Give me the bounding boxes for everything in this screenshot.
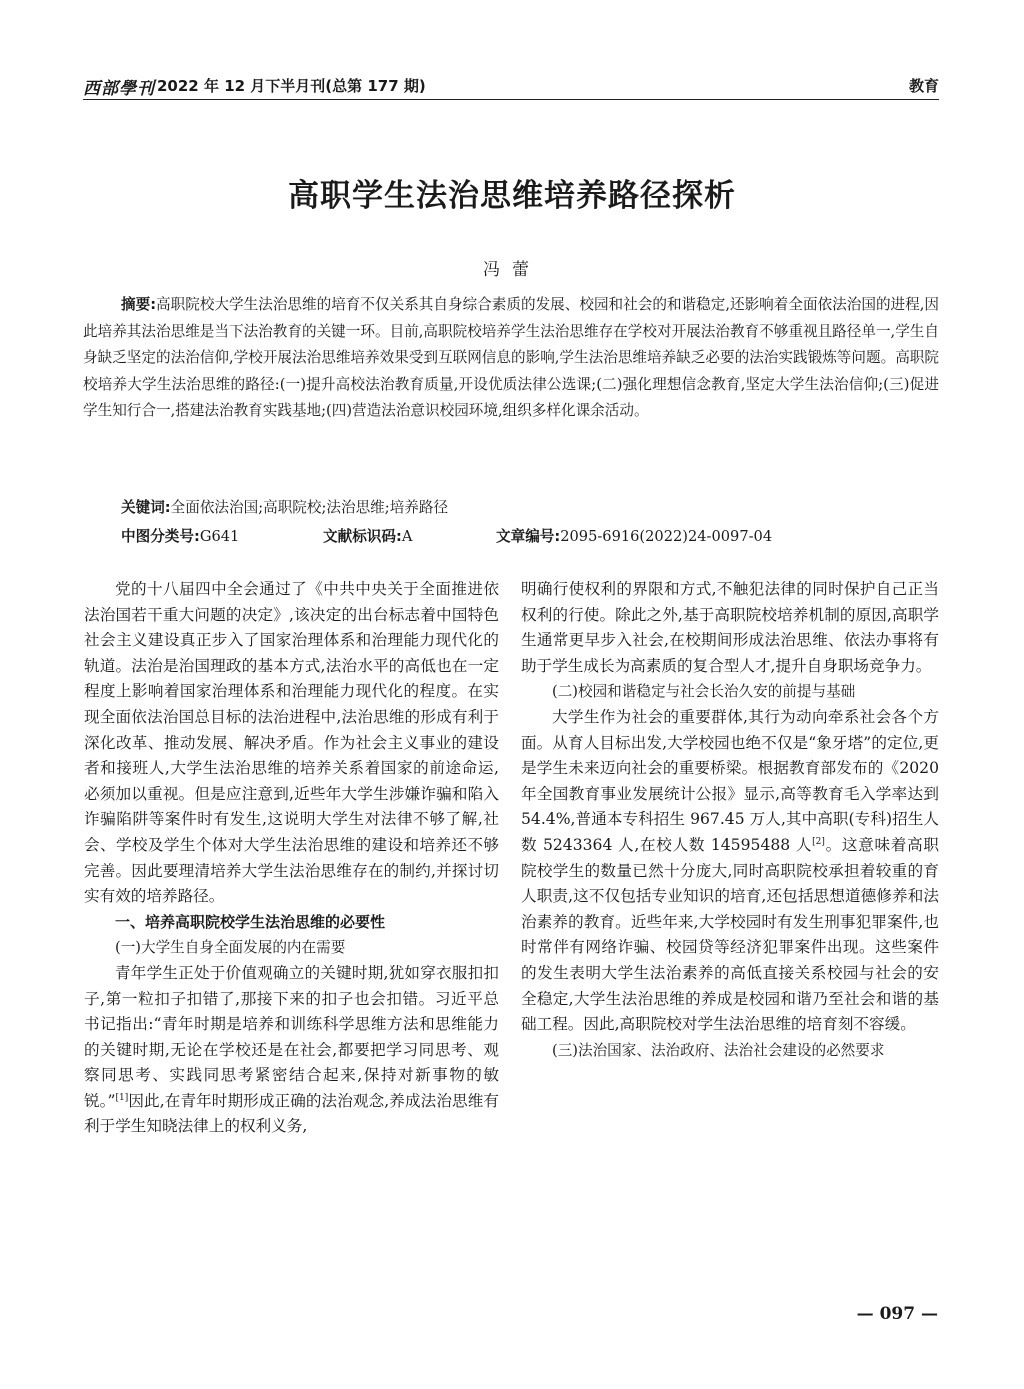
keywords xyxy=(121,495,448,521)
keywords-label: 关键词: xyxy=(121,499,171,516)
journal-name: 西部學刊 xyxy=(83,79,155,99)
running-header xyxy=(83,72,939,98)
subsection-heading: (一)大学生自身全面发展的内在需要 xyxy=(115,939,346,957)
article-author: 冯蕾 xyxy=(483,260,541,280)
citation-ref: [2] xyxy=(812,836,825,847)
page-number: — 097 — xyxy=(856,1304,938,1324)
abstract xyxy=(83,292,939,425)
subsection-heading: (二)校园和谐稳定与社会长治久安的前提与基础 xyxy=(552,683,856,701)
section-label: 教育 xyxy=(908,77,939,95)
body-column-right xyxy=(521,577,939,1063)
citation-ref: [1] xyxy=(115,1092,129,1103)
paragraph-text: 。这意味着高职院校学生的数量已然十分庞大,同时高职院校承担着较重的育人职责,这不仅包括专业知识的培育,还包括思想道德修养和法治素养的教育。近些年来,大学校园时有发生刑事犯罪案件,也时常伴有网络诈骗、校园贷等经济犯罪案件出现。这些案件的发生表明大学生法治素养的高低直接关系校园与社会的安全稳定,大学生法治思维的养成是校园和谐乃至社会和谐的基础工程。因此,高职院校对学生法治思维的培育刻不容缓。 xyxy=(521,835,939,1034)
abstract-text: 高职院校大学生法治思维的培育不仅关系其自身综合素质的发展、校园和社会的和谐稳定,还影响着全面依法治国的进程,因此培养其法治思维是当下法治教育的关键一环。目前,高职院校培养学生法治思维存在学校对开展法治教育不够重视且路径单一,学生自身缺乏坚定的法治信仰,学校开展法治思维培养效果受到互联网信息的影响,学生法治思维培养缺乏必要的法治实践锻炼等问题。高职院校培养大学生法治思维的路径:(一)提升高校法治教育质量,开设优质法律公选课;(二)强化理想信念教育,坚定大学生法治信仰;(三)促进学生知行合一,搭建法治教育实践基地;(四)营造法治意识校园环境,组织多样化课余活动。 xyxy=(83,296,939,419)
paragraph-text: 青年学生正处于价值观确立的关键时期,犹如穿衣服扣扣子,第一粒扣子扣错了,那接下来的扣子也会扣错。习近平总书记指出:“青年时期是培养和训练科学思维方法和思维能力的关键时期,无论在学校还是在社会,都要把学习同思考、观察同思考、实践同思考紧密结合起来,保持对新事物的敏锐。” xyxy=(84,963,499,1110)
document-code xyxy=(323,524,412,550)
clc-value: G641 xyxy=(199,528,240,545)
clc-label: 中图分类号: xyxy=(121,528,200,545)
subsection-heading: (三)法治国家、法治政府、法治社会建设的必然要求 xyxy=(552,1041,885,1059)
paragraph xyxy=(521,705,939,1038)
paragraph-text: 大学生作为社会的重要群体,其行为动向牵系社会各个方面。从育人目标出发,大学校园也绝不仅是“象牙塔”的定位,更是学生未来迈向社会的重要桥梁。根据教育部发布的《2020 年全国教育事业发展统计公报》显示,高等教育毛入学率达到 54.4%,普通本专科招生 967.45 万人,其中高职(专科)招生人数 5243364 人,在校人数 14595488 人 xyxy=(521,707,939,854)
article-no-label: 文章编号: xyxy=(496,528,561,545)
doc-code-label: 文献标识码: xyxy=(323,528,402,545)
article-no-value: 2095-6916(2022)24-0097-04 xyxy=(560,528,773,545)
body-column-left xyxy=(84,577,499,1140)
section-heading: 一、培养高职院校学生法治思维的必要性 xyxy=(115,912,386,931)
abstract-label: 摘要: xyxy=(121,296,157,313)
keywords-text: 全面依法治国;高职院校;法治思维;培养路径 xyxy=(170,499,449,516)
article-title: 高职学生法治思维培养路径探析 xyxy=(288,178,736,214)
article-number xyxy=(496,524,772,550)
paragraph xyxy=(84,961,499,1140)
paragraph-text: 因此,在青年时期形成正确的法治观念,养成法治思维有利于学生知晓法律上的权利义务, xyxy=(84,1091,499,1136)
paragraph: 党的十八届四中全会通过了《中共中央关于全面推进依法治国若干重大问题的决定》,该决定的出台标志着中国特色社会主义建设真正步入了国家治理体系和治理能力现代化的轨道。法治是治国理政的基本方式,法治水平的高低也在一定程度上影响着国家治理体系和治理能力现代化的程度。在实现全面依法治国总目标的法治进程中,法治思维的形成有利于深化改革、推动发展、解决矛盾。作为社会主义事业的建设者和接班人,大学生法治思维的培养关系着国家的前途命运,必须加以重视。但是应注意到,近些年大学生涉嫌诈骗和陷入诈骗陷阱等案件时有发生,这说明大学生对法律不够了解,社会、学校及学生个体对大学生法治思维的建设和培养还不够完善。因此要理清培养大学生法治思维存在的制约,并探讨切实有效的培养路径。 xyxy=(84,580,499,906)
paragraph: 明确行使权利的界限和方式,不触犯法律的同时保护自己正当权利的行使。除此之外,基于高职院校培养机制的原因,高职学生通常更早步入社会,在校期间形成法治思维、依法办事将有助于学生成长为高素质的复合型人才,提升自身职场竞争力。 xyxy=(521,580,939,675)
header-rule xyxy=(83,99,939,100)
doc-code-value: A xyxy=(401,528,413,545)
clc-number xyxy=(121,524,239,550)
issue-info: 2022 年 12 月下半月刊(总第 177 期) xyxy=(157,77,426,95)
